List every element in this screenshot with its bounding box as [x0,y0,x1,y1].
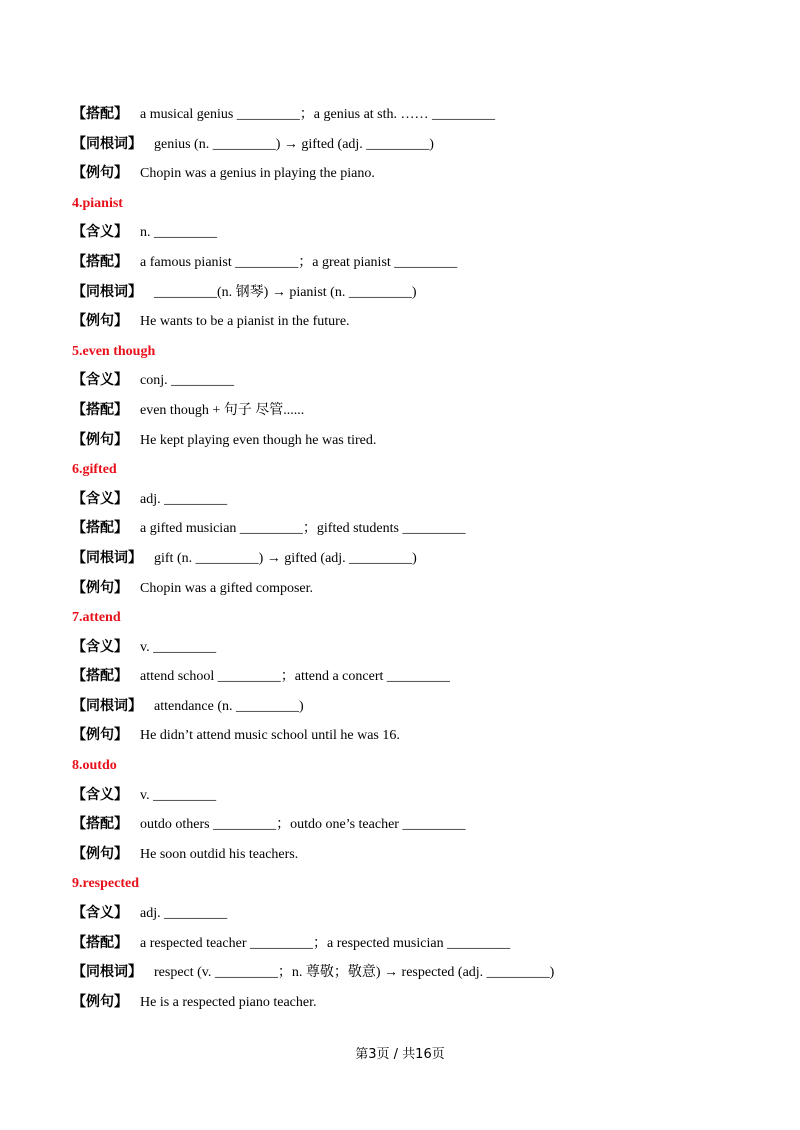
field-text: conj. _________ [140,373,235,389]
field-tag: 【含义】 [72,905,128,922]
field-tag: 【含义】 [72,372,128,389]
vocab-field-row [72,306,762,336]
page-footer: 第3页 / 共16页 [355,1047,445,1062]
vocab-field-row [72,395,762,425]
field-tag: 【含义】 [72,224,128,241]
vocab-field-row [72,987,762,1017]
field-tag: 【搭配】 [72,253,128,270]
vocab-field-row [72,928,762,958]
field-tag: 【含义】 [72,638,128,655]
field-tag: 【搭配】 [72,520,128,537]
field-text: v. _________ [140,639,217,655]
field-tag: 【同根词】 [72,135,142,152]
vocab-field-row [72,957,762,987]
vocab-field-row [72,425,762,455]
field-text: He is a respected piano teacher. [140,994,317,1010]
field-text: He didn’t attend music school until he was 16. [140,728,400,744]
word-heading [72,188,762,218]
field-text: Chopin was a gifted composer. [140,580,314,596]
field-tag: 【例句】 [72,727,128,744]
word-heading-text: 6.gifted [72,462,117,478]
field-tag: 【搭配】 [72,934,128,951]
field-tag: 【同根词】 [72,964,142,981]
field-text: adj. _________ [140,491,228,507]
word-heading-text: 4.pianist [72,195,123,211]
field-text: outdo others _________；outdo one’s teacher _________ [140,817,466,833]
field-text: respect (v. _________；n. 尊敬；敬意) → respected (adj. _________) [154,965,555,981]
field-text: gift (n. _________) → gifted (adj. _________) [154,550,417,566]
field-text: a famous pianist _________；a great pianist _________ [140,254,458,270]
word-heading [72,750,762,780]
word-heading [72,454,762,484]
field-text: Chopin was a genius in playing the piano. [140,166,375,182]
field-text: even though + 句子 尽管...... [140,402,305,418]
vocab-field-row [72,720,762,750]
field-text: attendance (n. _________) [154,698,304,714]
field-text: a respected teacher _________；a respected musician _________ [140,935,511,951]
field-tag: 【同根词】 [72,283,142,300]
field-tag: 【同根词】 [72,549,142,566]
word-heading-text: 8.outdo [72,758,117,774]
vocab-field-row [72,661,762,691]
vocab-field-row [72,543,762,573]
field-tag: 【同根词】 [72,697,142,714]
vocab-field-row [72,158,762,188]
field-tag: 【搭配】 [72,106,128,122]
field-tag: 【例句】 [72,845,128,862]
field-tag: 【搭配】 [72,816,128,833]
vocab-field-row [72,898,762,928]
field-tag: 【搭配】 [72,668,128,685]
field-tag: 【例句】 [72,431,128,448]
word-heading-text: 7.attend [72,610,121,626]
word-heading-text: 5.even though [72,343,156,359]
vocabulary-list [72,99,762,1016]
word-heading [72,602,762,632]
field-text: He soon outdid his teachers. [140,846,299,862]
field-text: He kept playing even though he was tired. [140,432,377,448]
field-text: a musical genius _________；a genius at sth. …… _________ [140,107,496,122]
vocab-field-row [72,780,762,810]
vocab-field-row [72,632,762,662]
vocab-field-row [72,573,762,603]
field-tag: 【搭配】 [72,401,128,418]
vocab-field-row [72,839,762,869]
vocab-field-row [72,247,762,277]
field-tag: 【含义】 [72,490,128,507]
field-text: v. _________ [140,787,217,803]
field-text: genius (n. _________) → gifted (adj. _________) [154,136,434,152]
vocab-field-row [72,99,762,129]
field-text: _________(n. 钢琴) → pianist (n. _________) [154,284,417,300]
field-tag: 【例句】 [72,313,128,330]
field-tag: 【例句】 [72,579,128,596]
vocab-field-row [72,217,762,247]
field-text: n. _________ [140,225,217,241]
field-tag: 【例句】 [72,993,128,1010]
field-tag: 【含义】 [72,786,128,803]
vocab-field-row [72,809,762,839]
field-tag: 【例句】 [72,165,128,182]
field-text: attend school _________；attend a concert _________ [140,669,450,685]
vocab-field-row [72,513,762,543]
field-text: He wants to be a pianist in the future. [140,314,350,330]
vocab-field-row [72,365,762,395]
word-heading [72,336,762,366]
word-heading [72,868,762,898]
field-text: adj. _________ [140,906,228,922]
vocab-field-row [72,277,762,307]
field-text: a gifted musician _________；gifted students _________ [140,521,466,537]
vocab-field-row [72,484,762,514]
vocab-field-row [72,129,762,159]
word-heading-text: 9.respected [72,876,139,892]
vocab-field-row [72,691,762,721]
